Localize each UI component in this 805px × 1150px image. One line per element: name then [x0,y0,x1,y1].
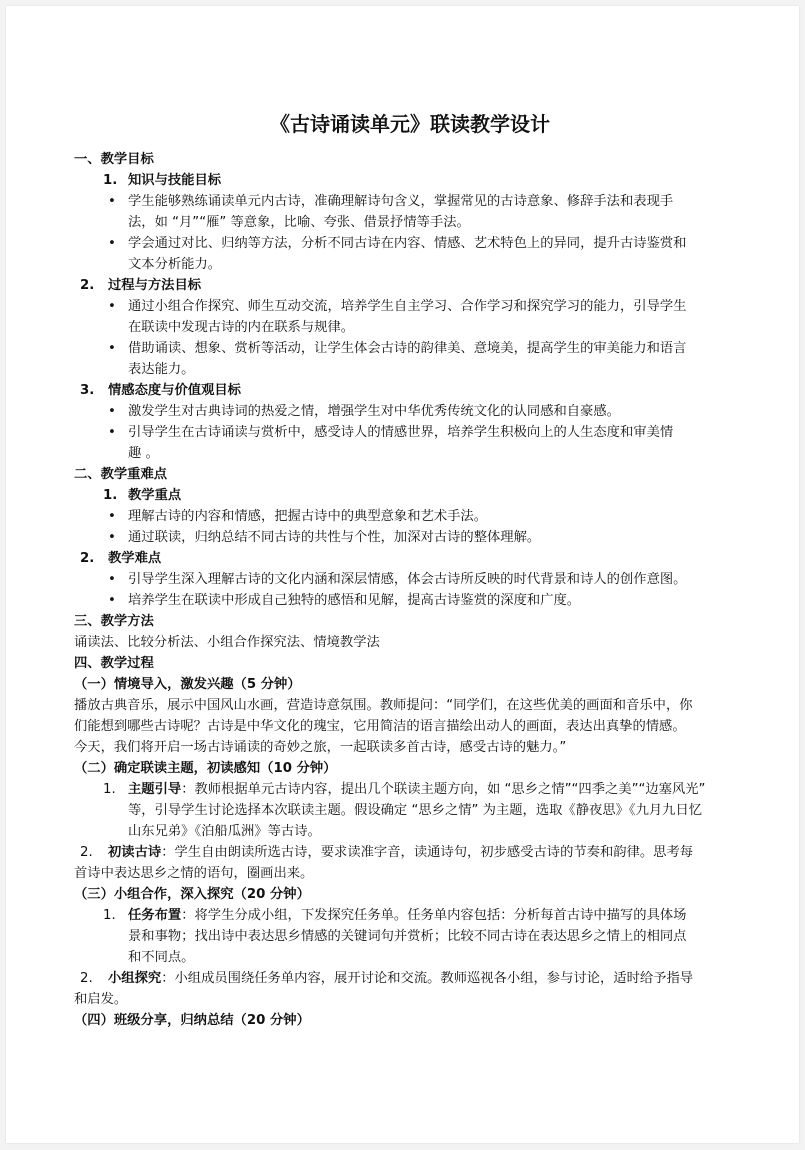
paragraph-line: 们能想到哪些古诗呢？古诗是中华文化的瑰宝，它用简洁的语言描绘出动人的画面，表达出真挚的情感。 [74,719,686,734]
phase-heading: （三）小组合作，深入探究（20 分钟） [74,887,310,902]
bullet-line: • 培养学生在联读中形成自己独特的感悟和见解，提高古诗鉴赏的深度和广度。 [128,591,580,611]
bullet-line: • 引导学生在古诗诵读与赏析中，感受诗人的情感世界，培养学生积极向上的人生态度和审美情 [128,423,673,443]
bullet-line: • 学会通过对比、归纳等方法，分析不同古诗在内容、情感、艺术特色上的异同，提升古诗鉴赏和 [128,234,686,254]
paragraph-line [108,969,693,989]
paragraph-line: 和不同点。 [128,950,195,965]
subsection-heading: 教学难点 [108,551,162,566]
subsection-number: 1. [103,488,118,503]
bullet-line: 法，如 “月”“雁” 等意象，比喻、夸张、借景抒情等手法。 [128,215,470,230]
paragraph-line [128,906,686,926]
subsection-number: 2. [80,278,95,293]
subsection-heading: 教学重点 [128,488,182,503]
item-text: ：将学生分成小组，下发探究任务单。任务单内容包括：分析每首古诗中描写的具体场 [181,908,687,923]
document-page [6,6,799,1143]
paragraph-line: 今天，我们将开启一场古诗诵读的奇妙之旅，一起联读多首古诗，感受古诗的魅力。” [74,740,567,755]
section-heading-keypoints: 二、教学重难点 [74,467,168,482]
paragraph-line: 景和事物；找出诗中表达思乡情感的关键词句并赏析；比较不同古诗在表达思乡之情上的相同点 [128,929,687,944]
paragraph-line: 播放古典音乐，展示中国风山水画，营造诗意氛围。教师提问：“同学们，在这些优美的画面和音乐中，你 [74,698,693,713]
section-heading-methods: 三、教学方法 [74,614,154,629]
paragraph-line [108,843,693,863]
paragraph-line [128,780,705,800]
document-title: 《古诗诵读单元》联读教学设计 [270,112,550,136]
item-text: ：教师根据单元古诗内容，提出几个联读主题方向，如 “思乡之情”“四季之美”“边塞风光” [181,782,706,797]
item-number: 1. [103,782,116,797]
bullet-line: • 通过小组合作探究、师生互动交流，培养学生自主学习、合作学习和探究学习的能力，引导学生 [128,297,686,317]
section-heading-goals: 一、教学目标 [74,152,154,167]
bullet-line: 表达能力。 [128,362,195,377]
bullet-line: 在联读中发现古诗的内在联系与规律。 [128,320,355,335]
subsection-number: 3. [80,383,95,398]
subsection-heading: 过程与方法目标 [108,278,202,293]
phase-heading: （四）班级分享，归纳总结（20 分钟） [74,1013,310,1028]
paragraph-line: 山东兄弟》《泊船瓜洲》等古诗。 [128,824,321,839]
bullet-line: • 引导学生深入理解古诗的文化内涵和深层情感，体会古诗所反映的时代背景和诗人的创作意图。 [128,570,686,590]
phase-heading: （二）确定联读主题，初读感知（10 分钟） [74,761,337,776]
methods-text: 诵读法、比较分析法、小组合作探究法、情境教学法 [74,635,380,650]
item-label: 初读古诗 [108,845,162,860]
item-number: 2. [80,845,93,860]
bullet-line: 文本分析能力。 [128,257,222,272]
bullet-line: • 通过联读，归纳总结不同古诗的共性与个性，加深对古诗的整体理解。 [128,528,540,548]
item-label: 主题引导 [128,782,182,797]
item-text: ：小组成员围绕任务单内容，展开讨论和交流。教师巡视各小组，参与讨论，适时给予指导 [161,971,694,986]
bullet-line: • 借助诵读、想象、赏析等活动，让学生体会古诗的韵律美、意境美，提高学生的审美能力和语言 [128,339,686,359]
subsection-heading: 情感态度与价值观目标 [108,383,241,398]
item-number: 2. [80,971,93,986]
item-text: ：学生自由朗读所选古诗，要求读准字音，读通诗句，初步感受古诗的节奏和韵律。思考每 [161,845,694,860]
subsection-heading: 知识与技能目标 [128,173,222,188]
phase-heading: （一）情境导入，激发兴趣（5 分钟） [74,677,301,692]
subsection-number: 1. [103,173,118,188]
bullet-line: • 激发学生对古典诗词的热爱之情，增强学生对中华优秀传统文化的认同感和自豪感。 [128,402,620,422]
bullet-line: • 理解古诗的内容和情感，把握古诗中的典型意象和艺术手法。 [128,507,487,527]
item-label: 任务布置 [128,908,182,923]
subsection-number: 2. [80,551,95,566]
paragraph-line: 首诗中表达思乡之情的语句，圈画出来。 [74,866,314,881]
section-heading-process: 四、教学过程 [74,656,154,671]
paragraph-line: 和启发。 [74,992,128,1007]
item-label: 小组探究 [108,971,162,986]
bullet-line: 趣 。 [128,446,159,461]
bullet-line: • 学生能够熟练诵读单元内古诗，准确理解诗句含义，掌握常见的古诗意象、修辞手法和表现手 [128,192,673,212]
paragraph-line: 等，引导学生讨论选择本次联读主题。假设确定 “思乡之情” 为主题，选取《静夜思》《九月九日忆 [128,803,703,818]
item-number: 1. [103,908,116,923]
